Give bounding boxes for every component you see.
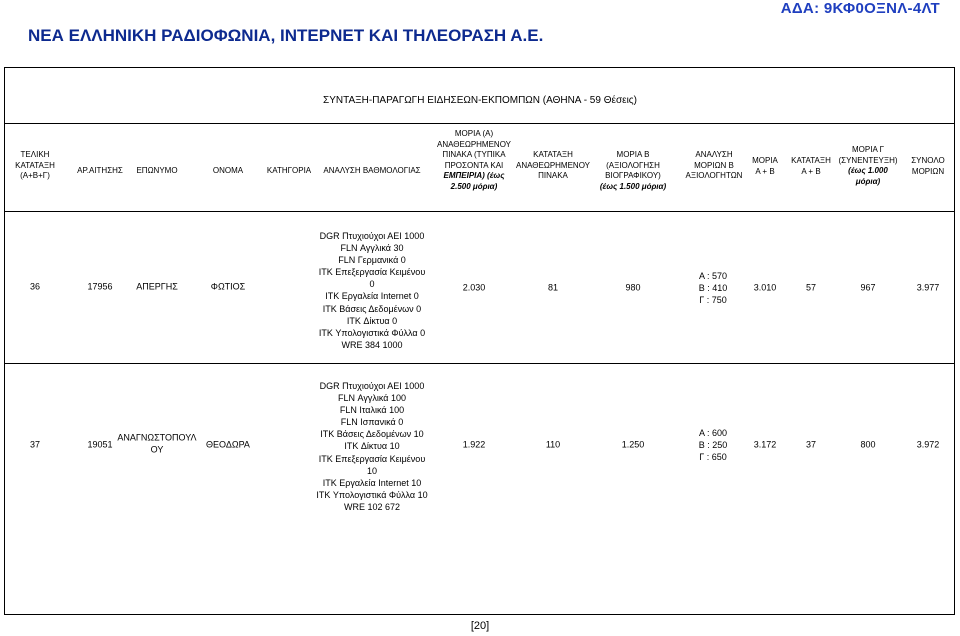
header-line: ΟΝΟΜΑ [212, 166, 244, 175]
header-line: ΜΟΡΙΑ (Α) [454, 129, 494, 138]
col-analysis [323, 166, 420, 177]
final-rank: 37 [29, 439, 41, 450]
header-line: ΕΜΠΕΙΡΙΑ) (έως [443, 171, 505, 180]
header-line: ΒΙΟΓΡΑΦΙΚΟΥ) [605, 171, 661, 180]
list-line: 10 [366, 465, 377, 476]
total-points: 3.972 [916, 439, 940, 450]
list-line: DGR Πτυχιούχοι ΑΕΙ 1000 [319, 381, 425, 391]
header-line: ΜΟΡΙΑ Γ [852, 145, 884, 154]
table-subtitle: ΣΥΝΤΑΞΗ-ΠΑΡΑΓΩΓΗ ΕΙΔΗΣΕΩΝ-ΕΚΠΟΜΠΩΝ (ΑΘΗΝΑ - 59 Θέσεις) [323, 95, 637, 106]
divider [4, 123, 955, 124]
rank-ab: 37 [805, 439, 817, 450]
list-line: Γ : 750 [699, 295, 727, 306]
col-category [267, 166, 311, 177]
rank-revised: 110 [545, 439, 561, 450]
name: ΦΩΤΙΟΣ [210, 281, 246, 292]
header-line: (ΣΥΝΕΝΤΕΥΞΗ) [838, 155, 898, 165]
list-line: FLN Γερμανικά 0 [338, 255, 406, 266]
col-rank-ab [791, 156, 831, 177]
header-line: ΑΝΑΛΥΣΗ ΒΑΘΜΟΛΟΓΙΑΣ [323, 166, 421, 175]
header-line: (έως 1.500 μόρια) [599, 181, 667, 191]
header-line: ΕΠΩΝΥΜΟ [136, 166, 178, 175]
header-line: ΠΙΝΑΚΑ [538, 171, 568, 180]
header-line: ΑΝΑΛΥΣΗ [695, 150, 733, 159]
points-b: 980 [625, 282, 641, 293]
list-line: ITK Δίκτυα 0 [346, 315, 398, 326]
col-name [213, 166, 243, 177]
list-line: Α : 570 [698, 271, 728, 281]
header-line: (Α+Β+Γ) [20, 171, 50, 180]
list-line: ITK Βάσεις Δεδομένων 10 [320, 429, 424, 440]
header-line: ΚΑΤΑΤΑΞΗ [533, 150, 573, 159]
list-line: ITK Υπολογιστικά Φύλλα 0 [318, 327, 426, 338]
points-a: 2.030 [462, 282, 486, 293]
list-line: ITK Επεξεργασία Κειμένου [318, 453, 426, 464]
page-number: [20] [470, 620, 490, 632]
points-c: 967 [860, 282, 876, 293]
list-line: 0 [369, 279, 375, 290]
rank-revised: 81 [547, 282, 559, 293]
col-evaluators [686, 150, 743, 182]
points-b: 1.250 [621, 439, 645, 450]
header-line: (ΑΞΙΟΛΟΓΗΣΗ [606, 160, 660, 170]
header-line: ΣΥΝΟΛΟ [911, 156, 945, 165]
ada-code: ΑΔΑ: 9ΚΦ0ΟΞΝΛ-4ΛΤ [780, 0, 940, 17]
header-line: ΜΟΡΙΩΝ [911, 166, 945, 176]
col-application-no [77, 166, 123, 177]
list-line: ITK Υπολογιστικά Φύλλα 10 [316, 489, 428, 500]
list-line: WRE 384 1000 [341, 339, 403, 350]
header-line: ΚΑΤΑΤΑΞΗ [791, 156, 831, 165]
header-line: μόρια) [855, 176, 881, 186]
points-ab: 3.172 [753, 439, 777, 450]
list-line: ITK Εργαλεία Internet 10 [322, 477, 422, 488]
list-line: Α : 600 [698, 428, 728, 438]
col-total [911, 156, 945, 177]
list-line: ITK Εργαλεία Internet 0 [325, 291, 419, 302]
total-points: 3.977 [916, 282, 940, 293]
col-points-ab [752, 156, 778, 177]
col-surname [136, 166, 177, 177]
col-points-a [437, 129, 511, 192]
header-line: ΑΝΑΘΕΩΡΗΜΕΝΟΥ [515, 160, 591, 170]
surname: ΑΝΑΓΝΩΣΤΟΠΟΥΛ ΟΥ [117, 432, 197, 454]
header-line: Α + Β [801, 166, 821, 176]
header-line: ΜΟΡΙΑ Β [616, 150, 650, 159]
points-c: 800 [860, 439, 876, 450]
list-line: Β : 410 [698, 283, 728, 294]
header-line: Α + Β [755, 166, 775, 176]
header-line: 2.500 μόρια) [450, 181, 498, 191]
list-line: FLN Αγγλικά 30 [340, 243, 404, 254]
list-line: WRE 102 672 [343, 501, 401, 512]
list-line: Β : 250 [698, 440, 728, 451]
score-analysis [319, 230, 426, 351]
list-line: ITK Επεξεργασία Κειμένου [318, 267, 426, 278]
list-line: FLN Ιταλικά 100 [339, 405, 405, 416]
list-line: Γ : 650 [699, 452, 727, 463]
evaluator-breakdown [699, 270, 728, 306]
rank-ab: 57 [805, 282, 817, 293]
header-line: ΜΟΡΙΑ [752, 156, 778, 165]
header-line: ΑΡ.ΑΙΤΗΣΗΣ [77, 166, 123, 175]
header-line: ΑΞΙΟΛΟΓΗΤΩΝ [685, 171, 743, 180]
header-line: ΜΟΡΙΩΝ Β [694, 160, 734, 170]
organization-title: ΝΕΑ ΕΛΛΗΝΙΚΗ ΡΑΔΙΟΦΩΝΙΑ, ΙΝΤΕΡΝΕΤ ΚΑΙ ΤΗΛΕΟΡΑΣΗ Α.Ε. [28, 26, 544, 45]
header-line: ΤΕΛΙΚΗ [20, 150, 50, 159]
evaluator-breakdown [699, 427, 728, 463]
surname: ΑΠΕΡΓΗΣ [136, 281, 178, 292]
application-no: 17956 [87, 281, 113, 292]
header-line: (έως 1.000 [848, 166, 888, 175]
name: ΘΕΟΔΩΡΑ [206, 439, 250, 450]
divider [4, 363, 955, 364]
application-no: 19051 [87, 439, 113, 450]
list-line: FLN Ισπανικά 0 [340, 417, 404, 428]
list-line: ITK Δίκτυα 10 [344, 441, 400, 452]
list-line: DGR Πτυχιούχοι ΑΕΙ 1000 [319, 231, 425, 241]
col-points-b [600, 150, 666, 192]
header-line: ΚΑΤΑΤΑΞΗ [15, 160, 55, 170]
col-final-rank [15, 150, 55, 182]
header-line: ΚΑΤΗΓΟΡΙΑ [266, 166, 312, 175]
points-a: 1.922 [462, 439, 486, 450]
col-points-c [838, 145, 897, 187]
header-line: ΠΙΝΑΚΑ (ΤΥΠΙΚΑ [442, 150, 506, 159]
points-ab: 3.010 [753, 282, 777, 293]
list-line: ITK Βάσεις Δεδομένων 0 [322, 303, 422, 314]
header-line: ΠΡΟΣΟΝΤΑ ΚΑΙ [444, 160, 504, 170]
score-analysis [316, 380, 427, 513]
list-line: FLN Αγγλικά 100 [338, 393, 406, 404]
final-rank: 36 [29, 281, 41, 292]
header-line: ΑΝΑΘΕΩΡΗΜΕΝΟΥ [436, 139, 512, 149]
col-rank-revised [516, 150, 590, 182]
divider [4, 211, 955, 212]
